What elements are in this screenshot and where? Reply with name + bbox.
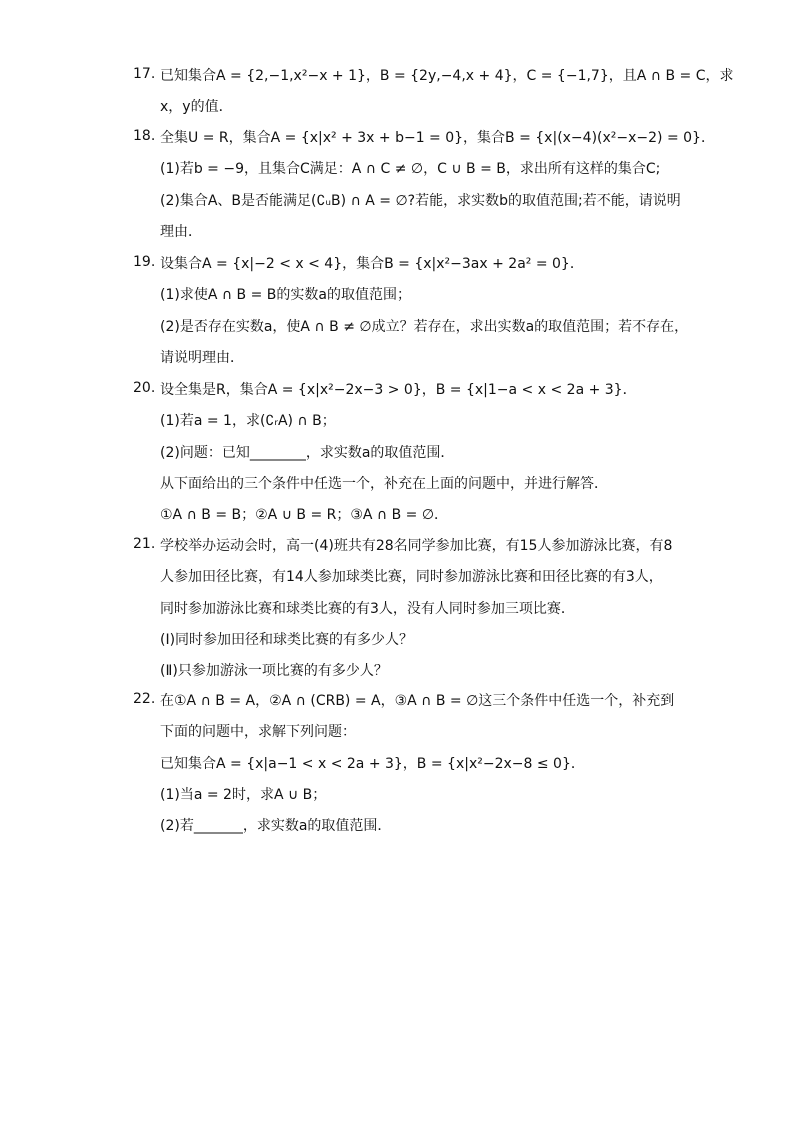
problem-line: 理由． xyxy=(160,224,202,240)
problem-line: 设全集是R，集合A = {x|x²−2x−3 > 0}，B = {x|1−a < x < 2a + 3}． xyxy=(160,382,637,398)
problem-number: 20. xyxy=(133,380,156,396)
problem-number: 18. xyxy=(133,128,156,144)
problem-line: 已知集合A = {2,−1,x²−x + 1}，B = {2y,−4,x + 4}，C = {−1,7}，且A ∩ B = C，求 xyxy=(160,68,734,84)
problem-line: 人参加田径比赛，有14人参加球类比赛，同时参加游泳比赛和田径比赛的有3人， xyxy=(160,569,663,585)
problem-line: 全集U = R，集合A = {x|x² + 3x + b−1 = 0}，集合B = {x|(x−4)(x²−x−2) = 0}． xyxy=(160,130,715,146)
problem-line: 下面的问题中，求解下列问题： xyxy=(160,724,356,740)
problem-subquestion: (1)若b = −9，且集合C满足：A ∩ C ≠ ∅，C ∪ B = B，求出所有这样的集合C; xyxy=(160,161,661,177)
problem-subquestion: (2)问题：已知________，求实数a的取值范围． xyxy=(160,445,455,461)
problem-subquestion: (2)集合A、B是否能满足(∁ᵤB) ∩ A = ∅?若能，求实数b的取值范围;若不能，请说明 xyxy=(160,193,681,209)
problem-subquestion: (1)若a = 1，求(∁ᵣA) ∩ B； xyxy=(160,413,336,429)
problem-number: 22. xyxy=(133,691,156,707)
problem-subquestion: (2)是否存在实数a，使A ∩ B ≠ ∅成立？若存在，求出实数a的取值范围；若不存在， xyxy=(160,319,689,335)
problem-line: 同时参加游泳比赛和球类比赛的有3人，没有人同时参加三项比赛． xyxy=(160,601,575,617)
problem-line: x，y的值． xyxy=(160,99,233,115)
problem-line: 已知集合A = {x|a−1 < x < 2a + 3}，B = {x|x²−2x−8 ≤ 0}． xyxy=(160,756,585,772)
problem-subquestion: (1)求使A ∩ B = B的实数a的取值范围； xyxy=(160,287,411,303)
problem-subquestion: (Ⅰ)同时参加田径和球类比赛的有多少人？ xyxy=(160,632,414,648)
problem-subquestion: (2)若_______，求实数a的取值范围． xyxy=(160,818,392,834)
problem-line: 设集合A = {x|−2 < x < 4}，集合B = {x|x²−3ax + 2a² = 0}． xyxy=(160,256,584,272)
problem-line: 在①A ∩ B = A，②A ∩ (CRB) = A，③A ∩ B = ∅这三个条件中任选一个，补充到 xyxy=(160,693,675,709)
problem-subquestion: (Ⅱ)只参加游泳一项比赛的有多少人？ xyxy=(160,663,388,679)
problem-subquestion: (1)当a = 2时，求A ∪ B； xyxy=(160,787,327,803)
problem-number: 17. xyxy=(133,66,156,82)
problem-line: 请说明理由． xyxy=(160,350,244,366)
problem-options: ①A ∩ B = B；②A ∪ B = R；③A ∩ B = ∅． xyxy=(160,507,449,523)
problem-number: 19. xyxy=(133,254,156,270)
problem-number: 21. xyxy=(133,536,156,552)
problem-line: 学校举办运动会时，高一(4)班共有28名同学参加比赛，有15人参加游泳比赛，有8 xyxy=(160,538,673,554)
problem-line: 从下面给出的三个条件中任选一个，补充在上面的问题中，并进行解答． xyxy=(160,476,608,492)
